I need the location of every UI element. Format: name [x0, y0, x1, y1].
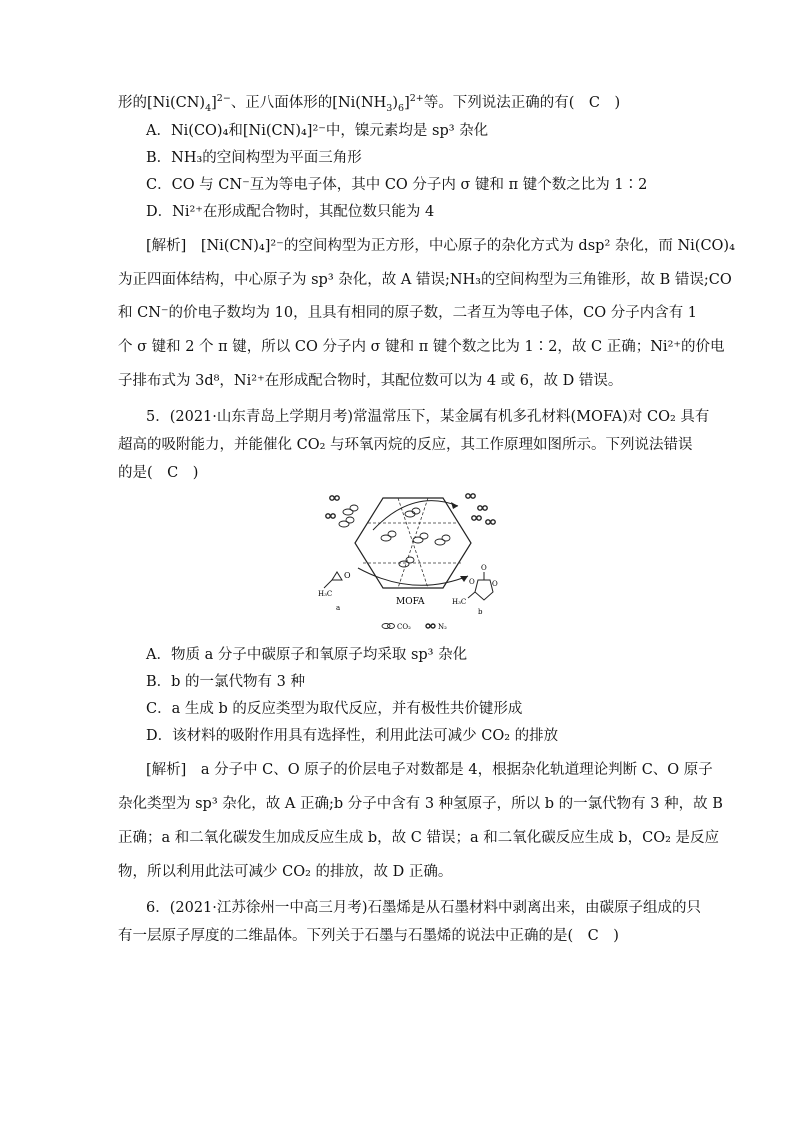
label-h3c-a: H₃C	[318, 590, 333, 598]
legend-co2-icon	[382, 624, 395, 629]
legend-co2-label: CO₂	[397, 623, 411, 631]
label-b: b	[478, 608, 483, 616]
legend-n2-icon	[426, 624, 435, 628]
flow-arrow-top	[373, 501, 458, 530]
label-a: a	[336, 604, 341, 612]
q5-explanation-line-3: 正确；a 和二氧化碳发生加成反应生成 b，故 C 错误；a 和二氧化碳反应生成 b，CO₂ 是反应	[118, 830, 720, 846]
q4-explanation-line-2: 为正四面体结构，中心原子为 sp³ 杂化，故 A 错误;NH₃的空间构型为三角锥形，故 B 错误;CO	[118, 272, 732, 288]
atom-label-o: O	[492, 580, 498, 588]
text-run: 形的[Ni(CN)	[118, 95, 206, 111]
q5-option-c: C．a 生成 b 的反应类型为取代反应，并有极性共价键形成	[146, 701, 523, 717]
atom-label-o: O	[469, 578, 475, 586]
q5-stem-line-2: 超高的吸附能力，并能催化 CO₂ 与环氧丙烷的反应，其工作原理如图所示。下列说法错误	[118, 437, 693, 453]
q4-option-a: A．Ni(CO)₄和[Ni(CN)₄]²⁻中，镍元素均是 sp³ 杂化	[146, 123, 489, 139]
legend-n2-label: N₂	[438, 623, 447, 631]
co2-molecules	[339, 505, 450, 567]
text-run: )	[392, 95, 399, 111]
q5-explanation-line-2: 杂化类型为 sp³ 杂化，故 A 正确;b 分子中含有 3 种氢原子，所以 b 的一氯代物有 3 种，故 B	[118, 796, 723, 812]
text-run: ]	[211, 95, 217, 111]
q6-stem-line-2: 有一层原子厚度的二维晶体。下列关于石墨与石墨烯的说法中正确的是( C )	[118, 928, 619, 944]
q4-option-c: C．CO 与 CN⁻互为等电子体，其中 CO 分子内 σ 键和 π 键个数之比为 1∶2	[146, 177, 648, 193]
q4-explanation-line-3: 和 CN⁻的价电子数均为 10，且具有相同的原子数，二者互为等电子体，CO 分子内含有 1	[118, 305, 698, 321]
label-mofa: MOFA	[396, 597, 425, 607]
text-run: 等。下列说法正确的有( C )	[423, 95, 621, 111]
q4-explanation-line-5: 子排布式为 3d⁸，Ni²⁺在形成配合物时，其配位数可以为 4 或 6，故 D 错误。	[118, 373, 623, 389]
text-run: ]	[404, 95, 410, 111]
q5-explanation-line-1: [解析] a 分子中 C、O 原子的价层电子对数都是 4，根据杂化轨道理论判断 C、O 原子	[146, 762, 713, 778]
q5-stem-line-1: 5．(2021·山东青岛上学期月考)常温常压下，某金属有机多孔材料(MOFA)对 CO₂ 具有	[146, 409, 710, 425]
flow-arrow-bottom	[358, 568, 468, 585]
q6-stem-line-1: 6．(2021·江苏徐州一中高三月考)石墨烯是从石墨材料中剥离出来，由碳原子组成的只	[146, 900, 702, 916]
atom-label-o: O	[344, 571, 351, 580]
q5-stem-line-3: 的是( C )	[118, 465, 199, 481]
molecule-b	[468, 572, 493, 600]
arrow-head	[451, 502, 458, 509]
q4-explanation-line-4: 个 σ 键和 2 个 π 键，所以 CO 分子内 σ 键和 π 键个数之比为 1∶2，故 C 正确；Ni²⁺的价电	[118, 339, 725, 355]
text-run: 、正八面体形的[Ni(NH	[230, 95, 387, 111]
q5-explanation-line-4: 物，所以利用此法可减少 CO₂ 的排放，故 D 正确。	[118, 864, 453, 880]
q5-option-a: A．物质 a 分子中碳原子和氧原子均采取 sp³ 杂化	[146, 647, 468, 663]
molecule-a	[324, 572, 342, 588]
q5-option-d: D．该材料的吸附作用具有选择性，利用此法可减少 CO₂ 的排放	[146, 728, 559, 744]
atom-label-o: O	[481, 564, 487, 572]
mofa-figure	[318, 488, 508, 636]
q4-option-d: D．Ni²⁺在形成配合物时，其配位数只能为 4	[146, 204, 435, 220]
q4-explanation-line-1: [解析] [Ni(CN)₄]²⁻的空间构型为正方形，中心原子的杂化方式为 dsp² 杂化，而 Ni(CO)₄	[146, 238, 735, 254]
q4-intro: 形的$[Ni(CN)_4]^{2-}$、正八面体形的$[Ni(NH_3)_6]^{2+}$等。下列说法正确的有( C )	[118, 93, 621, 114]
label-h3c-b: H₃C	[452, 598, 467, 606]
q4-option-b: B．NH₃的空间构型为平面三角形	[146, 150, 362, 166]
mofa-diagram	[318, 488, 508, 636]
q5-option-b: B．b 的一氯代物有 3 种	[146, 674, 305, 690]
